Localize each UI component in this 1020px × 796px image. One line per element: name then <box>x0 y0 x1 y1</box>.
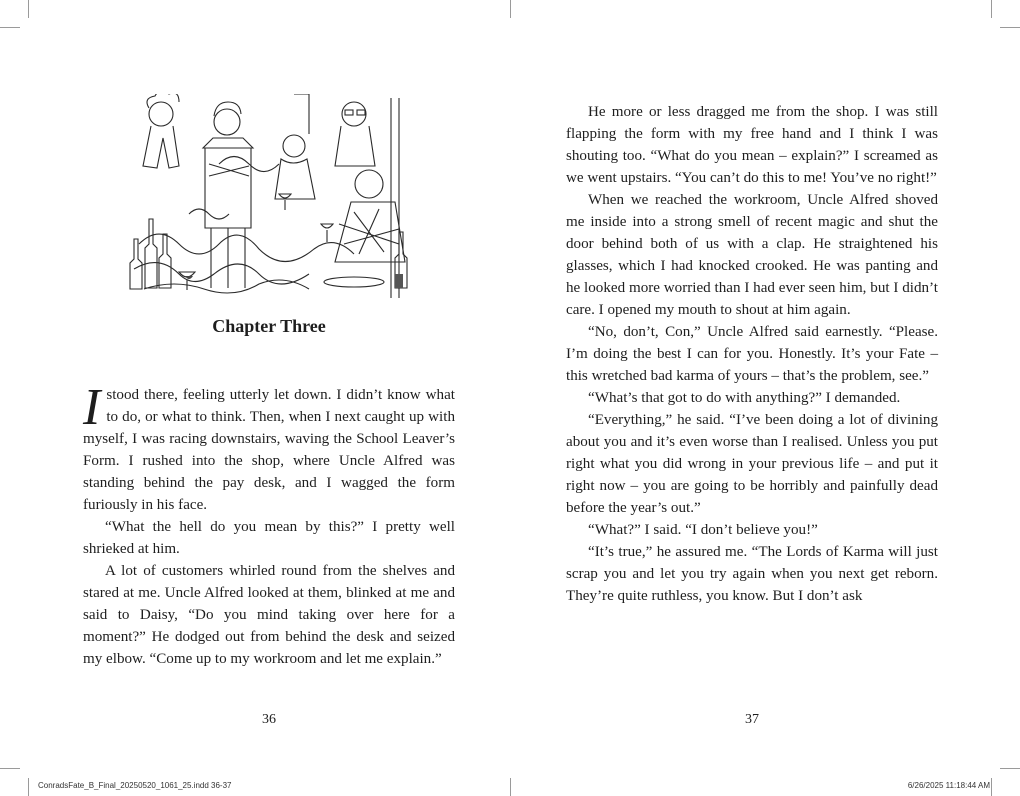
crop-mark <box>1000 768 1020 769</box>
body-text <box>566 101 938 607</box>
crop-mark <box>0 27 20 28</box>
crop-mark <box>28 0 29 18</box>
slug-filename: ConradsFate_B_Final_20250520_1061_25.indd 36-37 <box>38 781 232 790</box>
page-number: 36 <box>262 712 276 727</box>
crop-mark <box>1000 27 1020 28</box>
paragraph: I stood there, feeling utterly let down. I didn’t know what to do, or what to think. Then, when I next caught up with myself, I was racing downstairs, waving the School Leaver’s Form. I rushed into the shop, where Uncle Alfred was standing behind the pay desk, and I wagged the form furiously in his face. <box>83 379 455 513</box>
slug-timestamp: 6/26/2025 11:18:44 AM <box>907 781 990 790</box>
crop-mark <box>510 0 511 18</box>
paragraph: “What’s that got to do with anything?” I demanded. <box>588 390 901 406</box>
paragraph: “What the hell do you mean by this?” I pretty well shrieked at him. <box>83 519 455 557</box>
crop-mark <box>991 0 992 18</box>
crop-mark <box>510 778 511 796</box>
paragraph: When we reached the workroom, Uncle Alfred shoved me inside into a strong smell of recent magic and shut the door behind both of us with a clap. He straightened his glasses, which I had knocked crooked. He was panting and he looked more worried than I had ever seen him, but I didn’t care. I opened my mouth to shout at him again. <box>566 192 938 318</box>
paragraph: A lot of customers whirled round from the shelves and stared at me. Uncle Alfred looked at them, blinked at me and said to Daisy, “Do you mind taking over here for a moment?” He dodged out from behind the desk and seized my elbow. “Come up to my workroom and let me explain.” <box>83 563 455 667</box>
body-text <box>83 379 455 670</box>
paragraph: “It’s true,” he assured me. “The Lords of Karma will just scrap you and let you try again when you next get reborn. They’re quite ruthless, you know. But I don’t ask <box>566 544 938 604</box>
crop-mark <box>28 778 29 796</box>
paragraph: “Everything,” he said. “I’ve been doing a lot of divining about you and it’s even worse than I realised. Unless you put right what you did wrong in your previous life – and put it right now – you are going to be horribly and painfully dead before the year’s out.” <box>566 412 938 516</box>
chapter-title: Chapter Three <box>212 316 326 336</box>
crop-mark <box>991 778 992 796</box>
crop-mark <box>0 768 20 769</box>
page-number: 37 <box>745 712 759 727</box>
paragraph: “What?” I said. “I don’t believe you!” <box>588 522 818 538</box>
drop-cap: I <box>83 379 101 436</box>
chapter-illustration <box>129 94 411 299</box>
paragraph: He more or less dragged me from the shop. I was still flapping the form with my free hand and I think I was shouting too. “What do you mean – explain?” I screamed as we went upstairs. “You can’t do this to me! You’ve no right!” <box>566 104 938 186</box>
paragraph: “No, don’t, Con,” Uncle Alfred said earnestly. “Please. I’m doing the best I can for you. Honestly. It’s your Fate – this wretched bad karma of yours – that’s the problem, see.” <box>566 324 938 384</box>
